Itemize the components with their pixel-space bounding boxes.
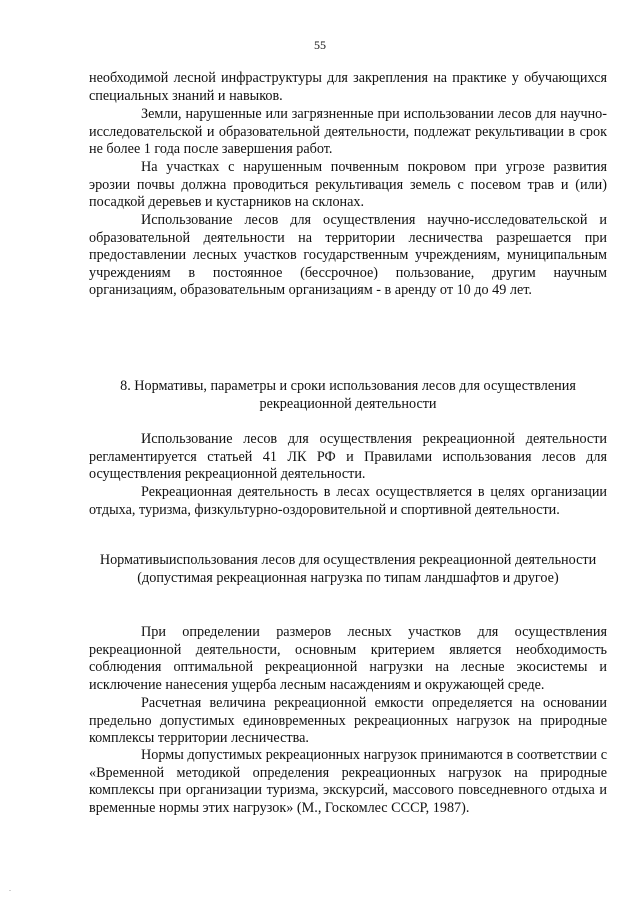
paragraph-load-norms: Нормы допустимых рекреационных нагрузок принимаются в соответствии с «Временной методикой определения рекреационных нагрузок на природные комплексы при организации туризма, экскурсий, массового повседневного отдыха и временные нормы этих нагрузок» (М., Госкомлес СССР, 1987). bbox=[89, 747, 607, 816]
section-8-heading: 8. Нормативы, параметры и сроки использования лесов для осуществления рекреационной деятельности bbox=[120, 378, 576, 412]
scan-mark: . bbox=[9, 884, 11, 893]
paragraph-land-recultivation: Земли, нарушенные или загрязненные при использовании лесов для научно-исследовательской и образовательной деятельности, подлежат рекультивации в срок не более 1 года после завершения работ. bbox=[89, 106, 607, 158]
subsection-heading: Нормативыиспользования лесов для осуществления рекреационной деятельности (допустимая рекреационная нагрузка по типам ландшафтов и другое) bbox=[99, 552, 597, 586]
paragraph-recreation-regulation: Использование лесов для осуществления рекреационной деятельности регламентируется статьей 41 ЛК РФ и Правилами использования лесов для осуществления рекреационной деятельности. bbox=[89, 431, 607, 483]
paragraph-plot-size-criteria: При определении размеров лесных участков для осуществления рекреационной деятельности, основным критерием является необходимость соблюдения оптимальной рекреационной нагрузки на лесные экосистемы и исключение нанесения ущерба лесным насаждениям и окружающей среде. bbox=[89, 624, 607, 693]
paragraph-recreational-capacity: Расчетная величина рекреационной емкости определяется на основании предельно допустимых единовременных рекреационных нагрузок на природные комплексы территории лесничества. bbox=[89, 695, 607, 747]
page-number: 55 bbox=[314, 38, 326, 52]
paragraph-recreation-purposes: Рекреационная деятельность в лесах осуществляется в целях организации отдыха, туризма, физкультурно-оздоровительной и спортивной деятельности. bbox=[89, 484, 607, 518]
paragraph-infrastructure: необходимой лесной инфраструктуры для закрепления на практике у обучающихся специальных знаний и навыков. bbox=[89, 70, 607, 104]
paragraph-forest-use-research: Использование лесов для осуществления научно-исследовательской и образовательной деятельности на территории лесничества разрешается при предоставлении лесных участков государственным учреждениям, муниципальным учреждениям в постоянное (бессрочное) пользование, другим научным организациям, образовательным организациям - в аренду от 10 до 49 лет. bbox=[89, 212, 607, 299]
paragraph-soil-erosion: На участках с нарушенным почвенным покровом при угрозе развития эрозии почвы должна проводиться рекультивация земель с посевом трав и (или) посадкой деревьев и кустарников на склонах. bbox=[89, 159, 607, 211]
